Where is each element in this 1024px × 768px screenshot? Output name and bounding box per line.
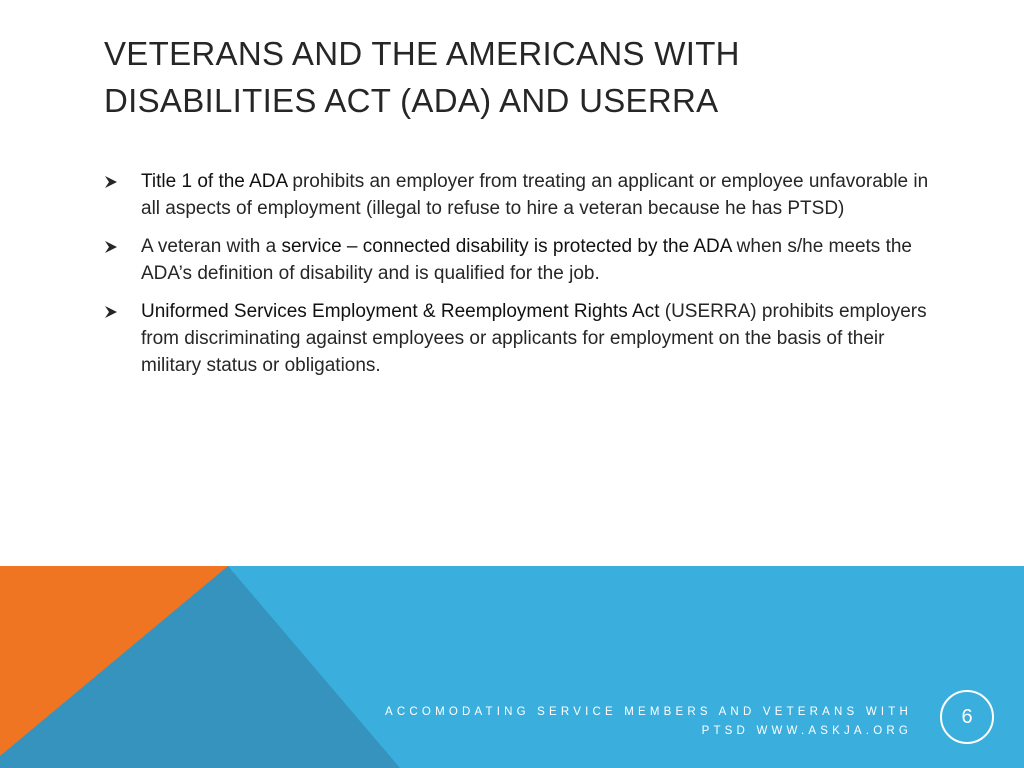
bullet-text: (USERRA) prohibits employers from discriminating against employees or applicants for employment on the basis of their military status or obligations. xyxy=(141,301,927,376)
bullet-item-userra xyxy=(104,298,934,379)
bullet-item-service-connected xyxy=(104,233,934,287)
slide-title xyxy=(104,30,924,124)
bullet-lead: A veteran with a xyxy=(141,236,282,257)
footer-text xyxy=(352,703,912,741)
page-number-badge: 6 xyxy=(940,690,994,744)
footer-line-1: ACCOMODATING SERVICE MEMBERS AND VETERANS WITH xyxy=(385,706,912,718)
slide-title-line-2: DISABILITIES ACT (ADA) AND USERRA xyxy=(104,82,719,119)
bullet-text: prohibits an employer from treating an applicant or employee unfavorable in all aspects of employment (illegal to refuse to hire a veteran because he has PTSD) xyxy=(141,171,929,219)
arrow-bullet-icon xyxy=(104,233,124,260)
bullet-highlight: Title 1 of the ADA xyxy=(141,171,288,192)
slide-title-line-1: VETERANS AND THE AMERICANS WITH xyxy=(104,35,740,72)
bullet-highlight: Uniformed Services Employment & Reemployment Rights Act xyxy=(141,301,660,322)
bullet-list xyxy=(104,168,934,390)
footer-line-2: PTSD WWW.ASKJA.ORG xyxy=(701,725,912,737)
bullet-highlight: service – connected disability is protected by the ADA xyxy=(281,236,732,257)
arrow-bullet-icon xyxy=(104,168,124,195)
bullet-text: when s/he meets the ADA’s definition of disability and is qualified for the job. xyxy=(141,236,912,284)
arrow-bullet-icon xyxy=(104,298,124,325)
bullet-item-title1 xyxy=(104,168,934,222)
